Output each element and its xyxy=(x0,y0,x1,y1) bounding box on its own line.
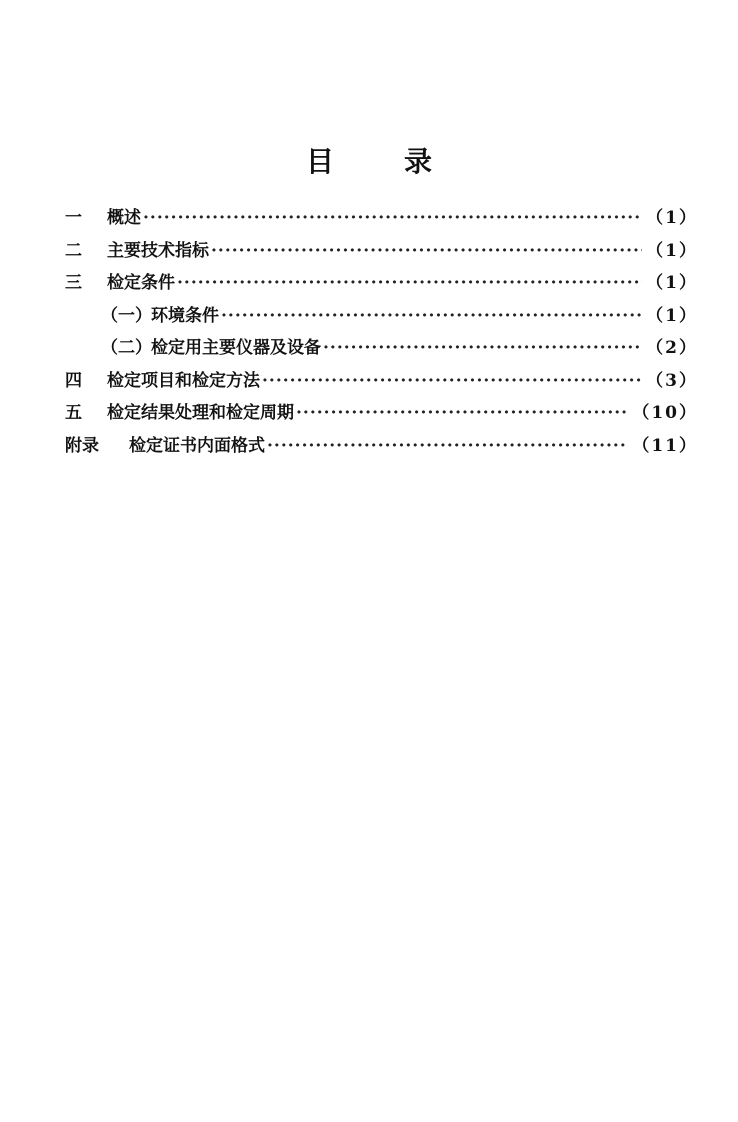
toc-heading xyxy=(0,140,738,180)
toc-heading-char-2: 录 xyxy=(404,145,433,178)
toc-entry-page: （3） xyxy=(646,370,698,391)
toc-dot-leader xyxy=(267,436,628,456)
toc-list xyxy=(65,203,698,463)
toc-entry-overview xyxy=(65,203,698,236)
toc-subentry-environment xyxy=(65,301,698,334)
toc-entry-title: 概述 xyxy=(107,208,141,228)
toc-heading-char-1: 目 xyxy=(305,145,334,178)
toc-entry-page: （11） xyxy=(632,435,698,456)
toc-entry-number: 四 xyxy=(65,370,82,391)
toc-entry-page: （1） xyxy=(646,240,698,261)
toc-entry-conditions xyxy=(65,268,698,301)
toc-entry-page: （1） xyxy=(646,273,698,293)
toc-entry-number: 五 xyxy=(65,403,82,423)
toc-entry-page: （1） xyxy=(646,208,698,228)
toc-dot-leader xyxy=(143,208,642,228)
toc-dot-leader xyxy=(177,273,642,293)
toc-entry-appendix xyxy=(65,431,698,464)
toc-subentry-equipment xyxy=(65,333,698,366)
toc-entry-number: （一） xyxy=(101,305,152,326)
toc-entry-title: 检定项目和检定方法 xyxy=(107,370,260,391)
toc-entry-specifications xyxy=(65,236,698,269)
toc-entry-number: 二 xyxy=(65,240,82,261)
toc-entry-title: 检定用主要仪器及设备 xyxy=(151,338,321,358)
toc-dot-leader xyxy=(323,338,642,358)
toc-entry-number: 附录 xyxy=(65,435,99,456)
toc-entry-results xyxy=(65,398,698,431)
toc-entry-number: 三 xyxy=(65,273,82,293)
toc-dot-leader xyxy=(221,306,642,326)
toc-entry-page: （2） xyxy=(646,338,698,358)
toc-entry-number: 一 xyxy=(65,208,82,228)
toc-entry-title: 检定结果处理和检定周期 xyxy=(107,403,294,423)
toc-entry-title: 检定证书内面格式 xyxy=(129,435,265,456)
toc-entry-number: （二） xyxy=(101,338,152,358)
toc-entry-title: 环境条件 xyxy=(151,305,219,326)
toc-dot-leader xyxy=(296,403,628,423)
toc-dot-leader xyxy=(211,241,642,261)
toc-entry-title: 检定条件 xyxy=(107,273,175,293)
toc-entry-methods xyxy=(65,366,698,399)
toc-entry-page: （10） xyxy=(632,403,698,423)
toc-dot-leader xyxy=(262,371,642,391)
toc-entry-page: （1） xyxy=(646,305,698,326)
toc-entry-title: 主要技术指标 xyxy=(107,240,209,261)
